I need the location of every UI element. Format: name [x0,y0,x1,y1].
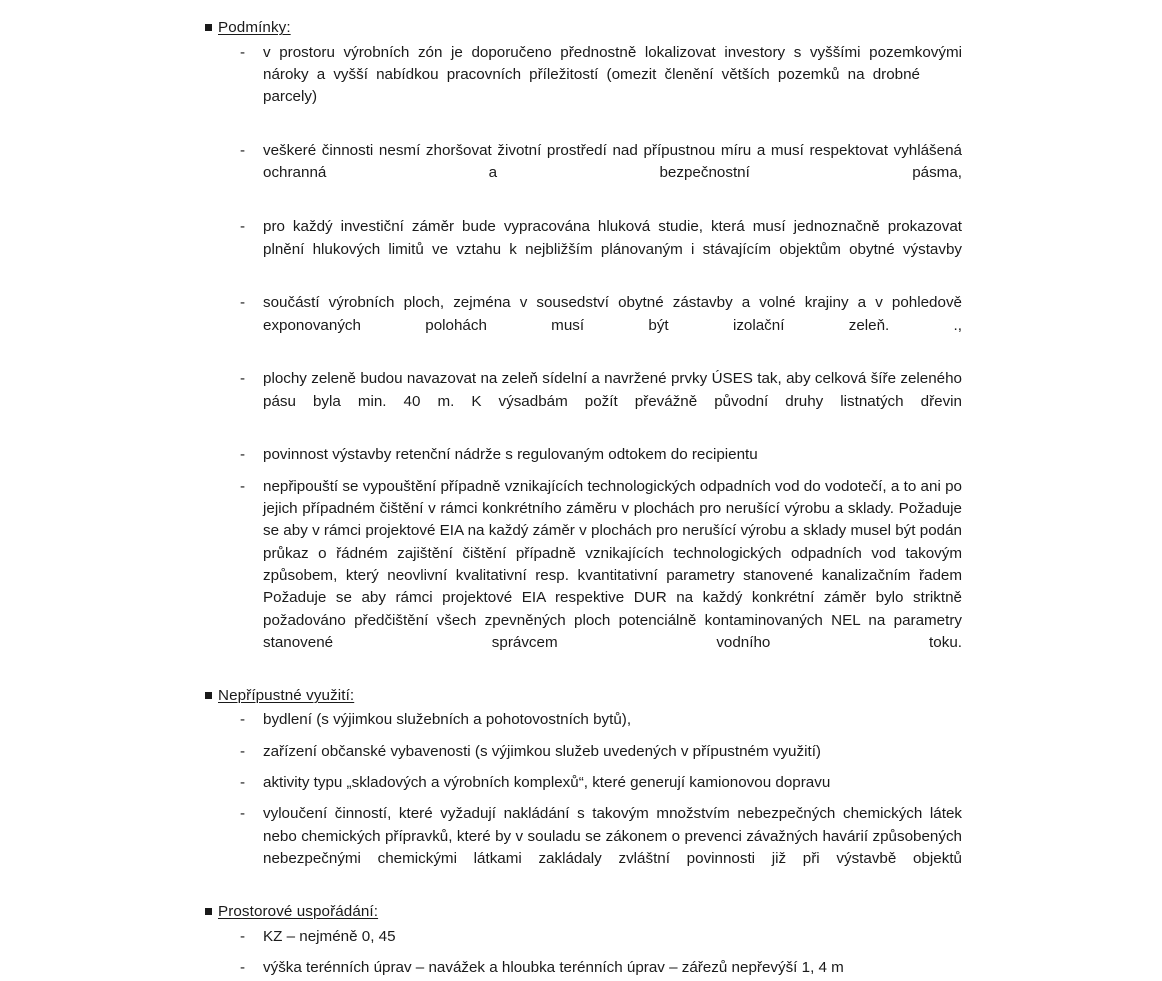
dash-marker-icon: - [240,43,246,61]
section-prostorove-usporadani [205,902,962,979]
list-item [205,368,962,435]
square-bullet-icon [205,908,212,915]
list-item [205,476,962,677]
section-heading-nepripustne-vyuziti [205,686,962,706]
dash-marker-icon: - [240,294,246,312]
list-item-text: zařízení občanské vybavenosti (s výjimkou služeb uvedených v přípustném využití) [263,742,821,760]
list-item [205,292,962,359]
section-heading-label: Prostorové uspořádání: [218,902,379,920]
list-item [205,216,962,283]
list-item-text: pro každý investiční záměr bude vypracována hluková studie, která musí jednoznačně prokazovat plnění hlukových limitů ve vztahu k nejbližším plánovaným i stávajícím objektům obytné výstavby [263,218,962,258]
list-item [205,772,962,794]
list-item-text: vyloučení činností, které vyžadují nakládání s takovým množstvím nebezpečných chemických látek nebo chemických přípravků, které by v souladu se zákonem o prevenci závažných havárií způsobených nebezpečnými chemickými látkami zakládaly zvláštní povinnosti již při výstavbě objektů [263,805,962,868]
list-prostorove-usporadani [205,926,962,980]
dash-marker-icon: - [240,370,246,388]
section-heading-label: Podmínky: [218,19,291,36]
dash-marker-icon: - [240,711,246,729]
dash-marker-icon: - [240,742,246,760]
dash-marker-icon: - [240,142,246,160]
square-bullet-icon [205,692,212,699]
list-item [205,803,962,892]
list-item [205,42,962,131]
list-item [205,741,962,763]
dash-marker-icon: - [240,446,246,464]
dash-marker-icon: - [240,774,246,792]
list-item-text: nepřipouští se vypouštění případně vznikajících technologických odpadních vod do vodotečí, a to ani po jejich případném čištění v rámci konkrétního záměru v plochách pro nerušící výrobu a sklady. Požaduje se aby v rámci projektové EIA na každý záměr v plochách pro nerušící výrobu a sklady musel být podán průkaz o řádném zajištění čištění případně vznikajících technologických odpadních vod takovým způsobem, který neovlivní kvalitativní resp. kvantitativní parametry stanovené kanalizačním řadem Požaduje se aby rámci projektové EIA respektive DUR na každý konkrétní záměr bylo striktně požadováno předčištění všech zpevněných ploch potenciálně kontaminovaných NEL na parametry stanovené správcem vodního toku. [263,477,962,651]
section-podminky [205,18,962,677]
list-item [205,444,962,466]
list-item-text: aktivity typu „skladových a výrobních komplexů“, které generují kamionovou dopravu [263,774,831,792]
list-item-text-part2: parcely) [263,88,318,106]
square-bullet-icon [205,24,212,31]
list-item-text: výška terénních úprav – navážek a hloubka terénních úprav – zářezů nepřevýší 1, 4 m [263,958,844,976]
section-heading-prostorove-usporadani [205,902,962,922]
list-item [205,140,962,207]
list-item-text: součástí výrobních ploch, zejména v sousedství obytné zástavby a volné krajiny a v pohledově exponovaných polohách musí být izolační zeleň. ., [263,294,962,334]
dash-marker-icon: - [240,927,246,945]
section-heading-podminky [205,18,962,38]
list-item [205,709,962,731]
dash-marker-icon: - [240,805,246,823]
list-item-text: KZ – nejméně 0, 45 [263,927,396,945]
document-body [205,18,962,981]
list-item-text [263,42,962,131]
list-item-text: plochy zeleně budou navazovat na zeleň sídelní a navržené prvky ÚSES tak, aby celková šíře zeleného pásu byla min. 40 m. K výsadbám požít převážně původní druhy listnatých dřevin [263,370,962,410]
dash-marker-icon: - [240,477,246,495]
section-heading-label: Nepřípustné využití: [218,686,355,704]
dash-marker-icon: - [240,958,246,976]
list-nepripustne-vyuziti [205,709,962,892]
list-item [205,926,962,948]
section-nepripustne-vyuziti [205,686,962,893]
list-item-text: veškeré činnosti nesmí zhoršovat životní prostředí nad přípustnou míru a musí respektovat vyhlášená ochranná a bezpečnostní pásma, [263,142,962,182]
dash-marker-icon: - [240,218,246,236]
list-item-text-part1: v prostoru výrobních zón je doporučeno přednostně lokalizovat investory s vyššími pozemkovými nároky a vyšší nabídkou pracovních příležitostí (omezit členění větších pozemků na drobné [263,43,962,84]
list-item [205,957,962,979]
list-item-text: povinnost výstavby retenční nádrže s regulovaným odtokem do recipientu [263,446,758,464]
list-podminky [205,42,962,677]
list-item-text: bydlení (s výjimkou služebních a pohotovostních bytů), [263,711,632,729]
